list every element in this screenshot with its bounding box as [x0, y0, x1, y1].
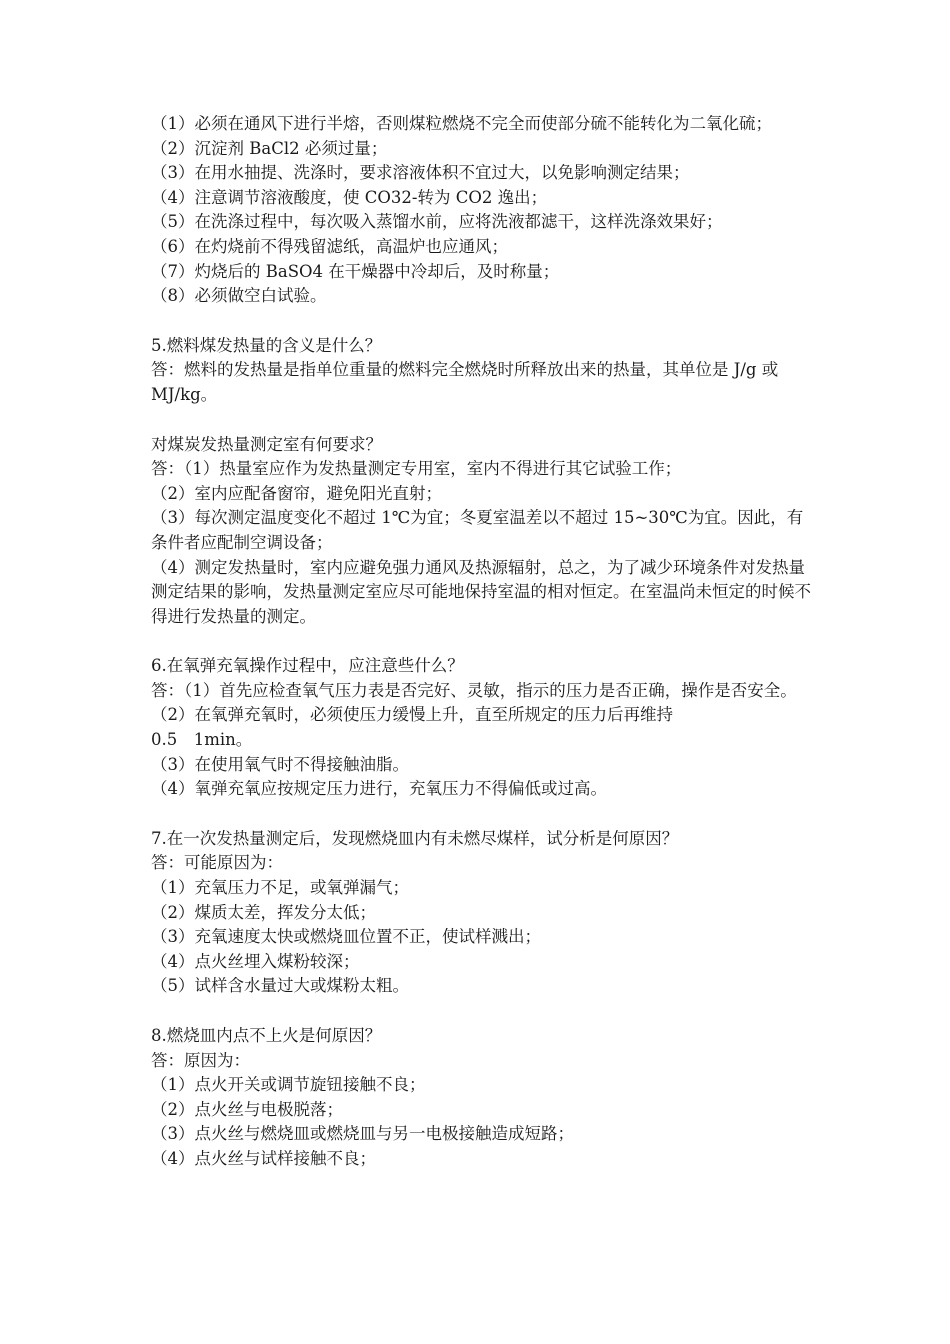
spacer	[151, 408, 811, 433]
spacer	[151, 629, 811, 654]
list-item: （6）在灼烧前不得残留滤纸，高温炉也应通风；	[151, 236, 508, 256]
question-heading: 对煤炭发热量测定室有何要求？	[151, 434, 382, 454]
question-heading: 6.在氧弹充氧操作过程中，应注意些什么？	[151, 656, 464, 676]
list-item: （3）点火丝与燃烧皿或燃烧皿与另一电极接触造成短路；	[151, 1124, 574, 1144]
question-room	[151, 433, 811, 630]
list-item: （7）灼烧后的 BaSO4 在干燥器中冷却后，及时称量；	[151, 261, 560, 281]
list-item: （4）氧弹充氧应按规定压力进行，充氧压力不得偏低或过高。	[151, 779, 607, 799]
list-item: （2）室内应配备窗帘，避免阳光直射；	[151, 483, 442, 503]
list-item: （4）点火丝埋入煤粉较深；	[151, 951, 360, 971]
question-heading: 8.燃烧皿内点不上火是何原因？	[151, 1026, 382, 1045]
question-6	[151, 654, 811, 802]
question-7	[151, 827, 811, 999]
list-item: 0.5 1min。	[151, 730, 253, 750]
document-page	[151, 112, 811, 1172]
list-item: 答：（1）首先应检查氧气压力表是否完好、灵敏，指示的压力是否正确，操作是否安全。	[151, 680, 797, 700]
list-item: （4）测定发热量时，室内应避免强力通风及热源辐射，总之，为了减少环境条件对发热量测定结果的影响，发热量测定室应尽可能地保持室温的相对恒定。在室温尚未恒定的时候不得进行发热量的测定。	[151, 557, 811, 626]
list-item: （2）沉淀剂 BaCl2 必须过量；	[151, 138, 388, 158]
answer-text: 答：燃料的发热量是指单位重量的燃料完全燃烧时所释放出来的热量，其单位是 J/g 或 MJ/kg。	[151, 360, 779, 404]
question-heading: 5.燃料煤发热量的含义是什么？	[151, 335, 382, 355]
question-8	[151, 1024, 811, 1172]
list-item: （4）点火丝与试样接触不良；	[151, 1148, 376, 1168]
list-item: （3）在使用氧气时不得接触油脂。	[151, 754, 409, 774]
sulfur-notes-list	[151, 112, 811, 309]
list-item: （8）必须做空白试验。	[151, 286, 327, 306]
list-item: （3）充氧速度太快或燃烧皿位置不正，使试样溅出；	[151, 927, 541, 947]
list-item: （3）每次测定温度变化不超过 1℃为宜；冬夏室温差以不超过 15~30℃为宜。因此，有条件者应配制空调设备；	[151, 508, 804, 552]
list-item: 答：（1）热量室应作为发热量测定专用室，室内不得进行其它试验工作；	[151, 459, 682, 479]
list-item: （2）煤质太差，挥发分太低；	[151, 902, 376, 922]
list-item: （3）在用水抽提、洗涤时，要求溶液体积不宜过大，以免影响测定结果；	[151, 163, 690, 183]
list-item: （2）在氧弹充氧时，必须使压力缓慢上升，直至所规定的压力后再维持	[151, 705, 673, 725]
list-item: （4）注意调节溶液酸度，使 CO32-转为 CO2 逸出；	[151, 187, 548, 207]
list-item: （5）试样含水量过大或煤粉太粗。	[151, 976, 409, 996]
spacer	[151, 802, 811, 827]
list-item: （1）点火开关或调节旋钮接触不良；	[151, 1075, 426, 1095]
list-item: 答：可能原因为：	[151, 853, 283, 873]
question-heading: 7.在一次发热量测定后，发现燃烧皿内有未燃尽煤样，试分析是何原因？	[151, 828, 679, 848]
list-item: （1）必须在通风下进行半熔，否则煤粒燃烧不完全而使部分硫不能转化为二氧化硫；	[151, 114, 772, 133]
list-item: （1）充氧压力不足，或氧弹漏气；	[151, 878, 409, 898]
question-5	[151, 334, 811, 408]
list-item: （5）在洗涤过程中，每次吸入蒸馏水前，应将洗液都滤干，这样洗涤效果好；	[151, 212, 723, 232]
list-item: （2）点火丝与电极脱落；	[151, 1099, 343, 1119]
spacer	[151, 999, 811, 1024]
list-item: 答：原因为：	[151, 1050, 250, 1070]
spacer	[151, 309, 811, 334]
